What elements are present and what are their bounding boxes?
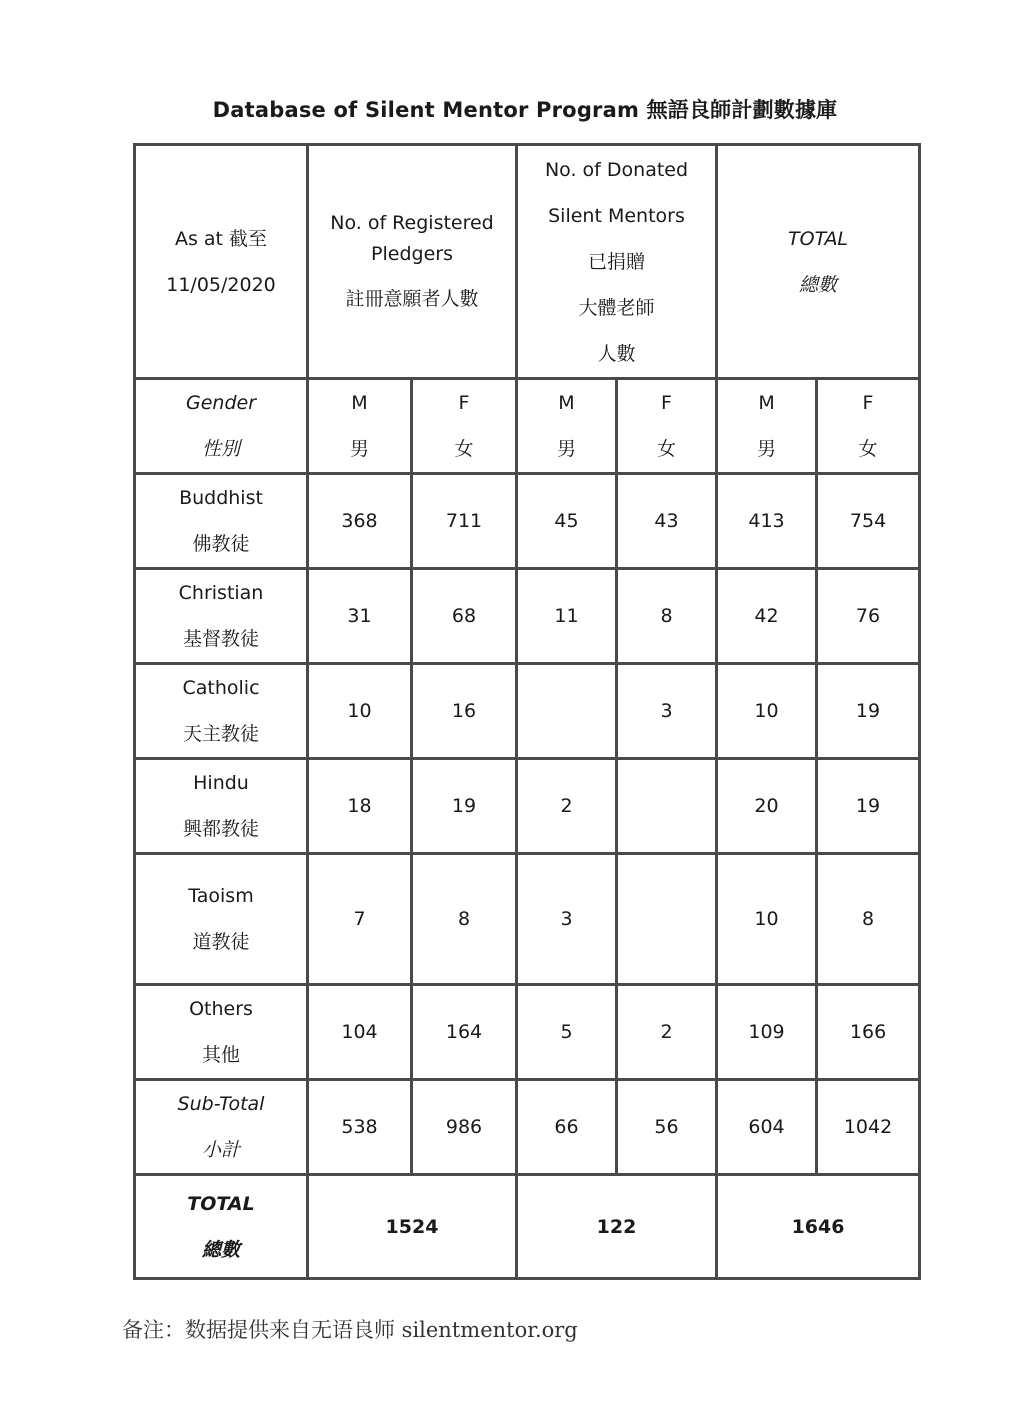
value-cell: 754 xyxy=(817,474,920,569)
value-cell: 2 xyxy=(617,985,717,1080)
registered-pledgers-header xyxy=(308,145,517,379)
value-cell: 3 xyxy=(617,664,717,759)
table-row xyxy=(135,474,920,569)
donated-header-zh2: 大體老師 xyxy=(578,296,655,319)
value-cell: 76 xyxy=(817,569,920,664)
religion-label: Taoism 道教徒 xyxy=(135,854,308,985)
subtotal-value: 986 xyxy=(412,1080,517,1175)
value-cell xyxy=(517,664,617,759)
gender-m-total: M 男 xyxy=(717,379,817,474)
religion-label: Buddhist 佛教徒 xyxy=(135,474,308,569)
value-cell: 10 xyxy=(717,854,817,985)
table-row xyxy=(135,985,920,1080)
value-cell: 2 xyxy=(517,759,617,854)
donated-header-zh3: 人數 xyxy=(597,342,636,365)
value-cell: 5 xyxy=(517,985,617,1080)
value-cell xyxy=(617,854,717,985)
total-all: 1646 xyxy=(717,1175,920,1279)
value-cell: 10 xyxy=(308,664,412,759)
subtotal-label: Sub-Total 小計 xyxy=(135,1080,308,1175)
subtotal-value: 604 xyxy=(717,1080,817,1175)
total-donated: 122 xyxy=(517,1175,717,1279)
value-cell: 8 xyxy=(617,569,717,664)
subtotal-value: 66 xyxy=(517,1080,617,1175)
gender-f-total: F 女 xyxy=(817,379,920,474)
registered-header-l1: No. of Registered xyxy=(330,212,494,234)
value-cell xyxy=(617,759,717,854)
donated-header-l2: Silent Mentors xyxy=(548,204,685,227)
value-cell: 11 xyxy=(517,569,617,664)
value-cell: 20 xyxy=(717,759,817,854)
value-cell: 368 xyxy=(308,474,412,569)
religion-label: Others 其他 xyxy=(135,985,308,1080)
value-cell: 8 xyxy=(817,854,920,985)
document-title: Database of Silent Mentor Program 無語良師計劃數據庫 xyxy=(212,98,838,122)
value-cell: 18 xyxy=(308,759,412,854)
religion-label: Christian 基督教徒 xyxy=(135,569,308,664)
total-header-zh: 總數 xyxy=(799,273,838,296)
value-cell: 7 xyxy=(308,854,412,985)
total-header xyxy=(717,145,920,379)
value-cell: 19 xyxy=(412,759,517,854)
header-row xyxy=(135,145,920,379)
donated-mentors-header xyxy=(517,145,717,379)
as-at-label: As at 截至 xyxy=(174,227,268,250)
subtotal-row xyxy=(135,1080,920,1175)
subtotal-value: 1042 xyxy=(817,1080,920,1175)
total-header-en: TOTAL xyxy=(788,227,849,250)
value-cell: 3 xyxy=(517,854,617,985)
silent-mentor-table xyxy=(133,143,921,1280)
value-cell: 8 xyxy=(412,854,517,985)
table-row xyxy=(135,569,920,664)
value-cell: 19 xyxy=(817,759,920,854)
value-cell: 166 xyxy=(817,985,920,1080)
religion-label: Catholic 天主教徒 xyxy=(135,664,308,759)
subtotal-value: 56 xyxy=(617,1080,717,1175)
value-cell: 31 xyxy=(308,569,412,664)
total-label: TOTAL 總數 xyxy=(135,1175,308,1279)
value-cell: 413 xyxy=(717,474,817,569)
value-cell: 104 xyxy=(308,985,412,1080)
source-footnote: 备注：数据提供来自无语良师 silentmentor.org xyxy=(122,1318,578,1342)
value-cell: 68 xyxy=(412,569,517,664)
table-row xyxy=(135,759,920,854)
value-cell: 16 xyxy=(412,664,517,759)
religion-label: Hindu 興都教徒 xyxy=(135,759,308,854)
gender-label-zh: 性別 xyxy=(201,438,240,460)
as-at-cell xyxy=(135,145,308,379)
registered-header-l2: Pledgers xyxy=(371,243,453,265)
gender-f-donated: F 女 xyxy=(617,379,717,474)
total-row xyxy=(135,1175,920,1279)
value-cell: 109 xyxy=(717,985,817,1080)
table-row xyxy=(135,854,920,985)
table-row xyxy=(135,664,920,759)
value-cell: 711 xyxy=(412,474,517,569)
gender-f-registered: F 女 xyxy=(412,379,517,474)
registered-header-zh: 註冊意願者人數 xyxy=(345,288,479,310)
value-cell: 19 xyxy=(817,664,920,759)
total-registered: 1524 xyxy=(308,1175,517,1279)
as-at-date: 11/05/2020 xyxy=(166,273,276,296)
gender-label-en: Gender xyxy=(185,392,257,414)
value-cell: 42 xyxy=(717,569,817,664)
subtotal-value: 538 xyxy=(308,1080,412,1175)
value-cell: 43 xyxy=(617,474,717,569)
value-cell: 10 xyxy=(717,664,817,759)
gender-row xyxy=(135,379,920,474)
donated-header-zh1: 已捐贈 xyxy=(588,250,646,273)
gender-label-cell xyxy=(135,379,308,474)
gender-m-donated: M 男 xyxy=(517,379,617,474)
value-cell: 164 xyxy=(412,985,517,1080)
gender-m-registered: M 男 xyxy=(308,379,412,474)
value-cell: 45 xyxy=(517,474,617,569)
donated-header-l1: No. of Donated xyxy=(544,158,689,181)
